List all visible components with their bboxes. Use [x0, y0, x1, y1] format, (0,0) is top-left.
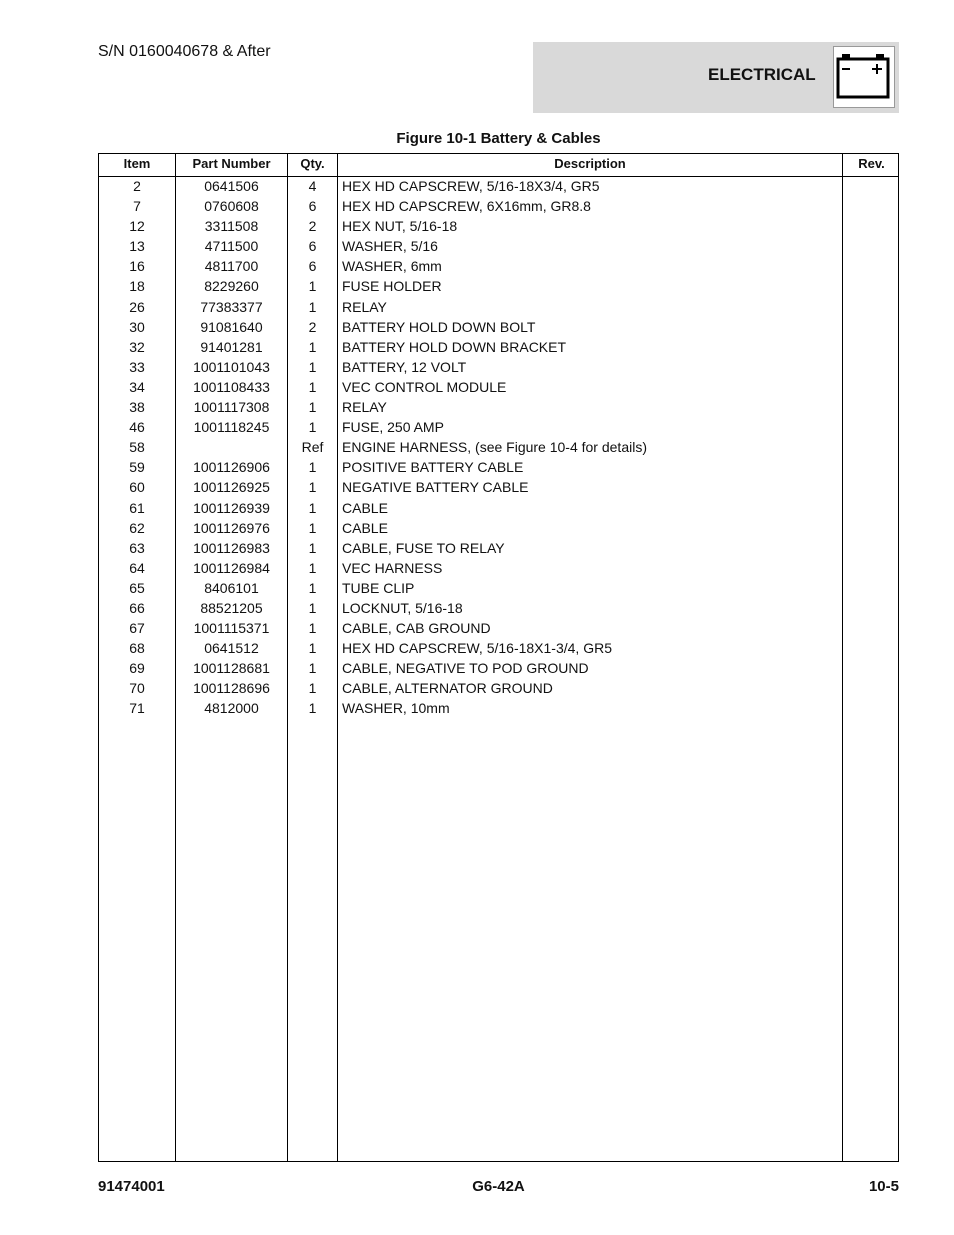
section-tab	[533, 42, 899, 113]
part-number-cell: 4812000	[204, 700, 259, 717]
table-row	[99, 317, 898, 337]
item-number-cell: 7	[133, 198, 141, 215]
footer-page-number: 10-5	[868, 1178, 899, 1195]
part-number-cell: 1001117308	[193, 399, 270, 416]
part-number-cell: 1001126976	[193, 519, 270, 536]
part-number-cell: 1001126925	[193, 479, 270, 496]
description-cell: RELAY	[342, 399, 387, 416]
item-number-cell: 58	[129, 439, 145, 456]
parts-table	[98, 153, 899, 1162]
part-number-cell: 77383377	[200, 298, 263, 315]
table-row	[99, 276, 898, 296]
figure-title: Figure 10-1 Battery & Cables	[396, 130, 601, 147]
item-number-cell: 32	[129, 338, 145, 355]
footer-document-number: 91474001	[98, 1178, 165, 1195]
table-row	[99, 216, 898, 236]
column-header-qty: Qty.	[300, 156, 325, 171]
part-number-cell: 8229260	[204, 278, 259, 295]
section-title: ELECTRICAL	[708, 65, 816, 84]
quantity-cell: 2	[308, 218, 317, 235]
part-number-cell: 1001126984	[193, 559, 270, 576]
quantity-cell: 1	[308, 620, 317, 637]
item-number-cell: 60	[129, 479, 145, 496]
item-number-cell: 65	[129, 579, 145, 596]
description-cell: CABLE, FUSE TO RELAY	[342, 539, 505, 556]
part-number-cell: 3311508	[204, 218, 259, 235]
table-row	[99, 377, 898, 397]
table-row	[99, 638, 898, 658]
quantity-cell: 1	[308, 660, 317, 677]
quantity-cell: 1	[308, 700, 317, 717]
quantity-cell: 2	[308, 318, 317, 335]
item-number-cell: 67	[129, 620, 145, 637]
part-number-cell: 1001101043	[193, 358, 270, 375]
quantity-cell: 1	[308, 579, 317, 596]
quantity-cell: 1	[308, 519, 317, 536]
description-cell: CABLE, NEGATIVE TO POD GROUND	[342, 660, 589, 677]
table-row	[99, 297, 898, 317]
item-number-cell: 2	[133, 178, 141, 194]
quantity-cell: 1	[308, 459, 317, 476]
description-cell: ENGINE HARNESS, (see Figure 10-4 for details)	[342, 439, 647, 456]
table-row	[99, 578, 898, 598]
item-number-cell: 66	[129, 599, 145, 616]
column-header-description: Description	[554, 156, 626, 171]
table-body	[99, 176, 898, 719]
part-number-cell: 1001115371	[193, 620, 270, 637]
description-cell: FUSE HOLDER	[342, 278, 442, 295]
part-number-cell: 1001126906	[193, 459, 270, 476]
part-number-cell: 88521205	[200, 599, 263, 616]
table-row	[99, 196, 898, 216]
item-number-cell: 46	[129, 419, 145, 436]
table-row	[99, 477, 898, 497]
table-header	[99, 154, 898, 177]
description-cell: HEX NUT, 5/16-18	[342, 218, 458, 235]
item-number-cell: 12	[129, 218, 145, 235]
part-number-cell: 1001118245	[193, 419, 270, 436]
quantity-cell: 1	[308, 640, 317, 657]
item-number-cell: 69	[129, 660, 145, 677]
item-number-cell: 34	[129, 378, 145, 395]
table-row	[99, 498, 898, 518]
item-number-cell: 61	[129, 499, 145, 516]
part-number-cell: 1001126939	[193, 499, 270, 516]
item-number-cell: 26	[129, 298, 145, 315]
column-header-item: Item	[123, 156, 151, 171]
part-number-cell: 1001126983	[193, 539, 270, 556]
item-number-cell: 71	[129, 700, 145, 717]
description-cell: CABLE	[342, 499, 388, 516]
item-number-cell: 68	[129, 640, 145, 657]
quantity-cell: 1	[308, 499, 317, 516]
description-cell: LOCKNUT, 5/16-18	[342, 599, 463, 616]
item-number-cell: 30	[129, 318, 145, 335]
table-row	[99, 558, 898, 578]
quantity-cell: 6	[308, 198, 317, 215]
description-cell: VEC HARNESS	[342, 559, 443, 576]
item-number-cell: 62	[129, 519, 145, 536]
battery-icon	[833, 46, 895, 108]
item-number-cell: 16	[129, 258, 145, 275]
part-number-cell: 91401281	[200, 338, 263, 355]
part-number-cell: 0641512	[204, 640, 259, 657]
quantity-cell: 6	[308, 258, 317, 275]
quantity-cell: 1	[308, 378, 317, 395]
description-cell: FUSE, 250 AMP	[342, 419, 444, 436]
description-cell: TUBE CLIP	[342, 579, 415, 596]
table-row	[99, 176, 898, 196]
column-header-part-number: Part Number	[192, 156, 271, 171]
item-number-cell: 59	[129, 459, 145, 476]
item-number-cell: 13	[129, 238, 145, 255]
part-number-cell: 0760608	[204, 198, 259, 215]
column-header-rev: Rev.	[858, 156, 885, 171]
quantity-cell: 1	[308, 338, 317, 355]
item-number-cell: 38	[129, 399, 145, 416]
quantity-cell: 1	[308, 479, 317, 496]
footer-model: G6-42A	[472, 1178, 525, 1195]
description-cell: HEX HD CAPSCREW, 5/16-18X3/4, GR5	[342, 178, 600, 194]
part-number-cell: 91081640	[200, 318, 263, 335]
table-row	[99, 457, 898, 477]
description-cell: WASHER, 5/16	[342, 238, 438, 255]
description-cell: BATTERY HOLD DOWN BOLT	[342, 318, 536, 335]
quantity-cell: 6	[308, 238, 317, 255]
part-number-cell: 0641506	[204, 178, 259, 194]
item-number-cell: 33	[129, 358, 145, 375]
serial-number-range: S/N 0160040678 & After	[98, 43, 271, 60]
description-cell: HEX HD CAPSCREW, 5/16-18X1-3/4, GR5	[342, 640, 612, 657]
table-row	[99, 698, 898, 718]
item-number-cell: 70	[129, 680, 145, 697]
part-number-cell: 4811700	[204, 258, 259, 275]
quantity-cell: 1	[308, 358, 317, 375]
description-cell: NEGATIVE BATTERY CABLE	[342, 479, 529, 496]
description-cell: VEC CONTROL MODULE	[342, 378, 507, 395]
quantity-cell: 1	[308, 298, 317, 315]
quantity-cell: 1	[308, 680, 317, 697]
table-row	[99, 538, 898, 558]
quantity-cell: 1	[308, 278, 317, 295]
table-row	[99, 518, 898, 538]
table-row	[99, 437, 898, 457]
table-row	[99, 357, 898, 377]
description-cell: BATTERY HOLD DOWN BRACKET	[342, 338, 567, 355]
item-number-cell: 63	[129, 539, 145, 556]
part-number-cell: 1001108433	[193, 378, 270, 395]
table-row	[99, 598, 898, 618]
quantity-cell: 1	[308, 539, 317, 556]
table-row	[99, 678, 898, 698]
table-row	[99, 256, 898, 276]
table-row	[99, 337, 898, 357]
description-cell: POSITIVE BATTERY CABLE	[342, 459, 524, 476]
description-cell: HEX HD CAPSCREW, 6X16mm, GR8.8	[342, 198, 591, 215]
description-cell: WASHER, 6mm	[342, 258, 442, 275]
quantity-cell: 4	[308, 178, 317, 194]
quantity-cell: 1	[308, 559, 317, 576]
quantity-cell: Ref	[301, 439, 324, 456]
table-row	[99, 397, 898, 417]
part-number-cell: 1001128681	[193, 660, 270, 677]
item-number-cell: 18	[129, 278, 145, 295]
part-number-cell: 8406101	[204, 579, 259, 596]
item-number-cell: 64	[129, 559, 145, 576]
table-row	[99, 236, 898, 256]
table-row	[99, 618, 898, 638]
description-cell: BATTERY, 12 VOLT	[342, 358, 467, 375]
quantity-cell: 1	[308, 419, 317, 436]
quantity-cell: 1	[308, 599, 317, 616]
part-number-cell: 1001128696	[193, 680, 270, 697]
part-number-cell: 4711500	[204, 238, 259, 255]
description-cell: WASHER, 10mm	[342, 700, 450, 717]
table-row	[99, 417, 898, 437]
description-cell: CABLE	[342, 519, 388, 536]
description-cell: CABLE, ALTERNATOR GROUND	[342, 680, 553, 697]
quantity-cell: 1	[308, 399, 317, 416]
description-cell: CABLE, CAB GROUND	[342, 620, 491, 637]
description-cell: RELAY	[342, 298, 387, 315]
table-row	[99, 658, 898, 678]
